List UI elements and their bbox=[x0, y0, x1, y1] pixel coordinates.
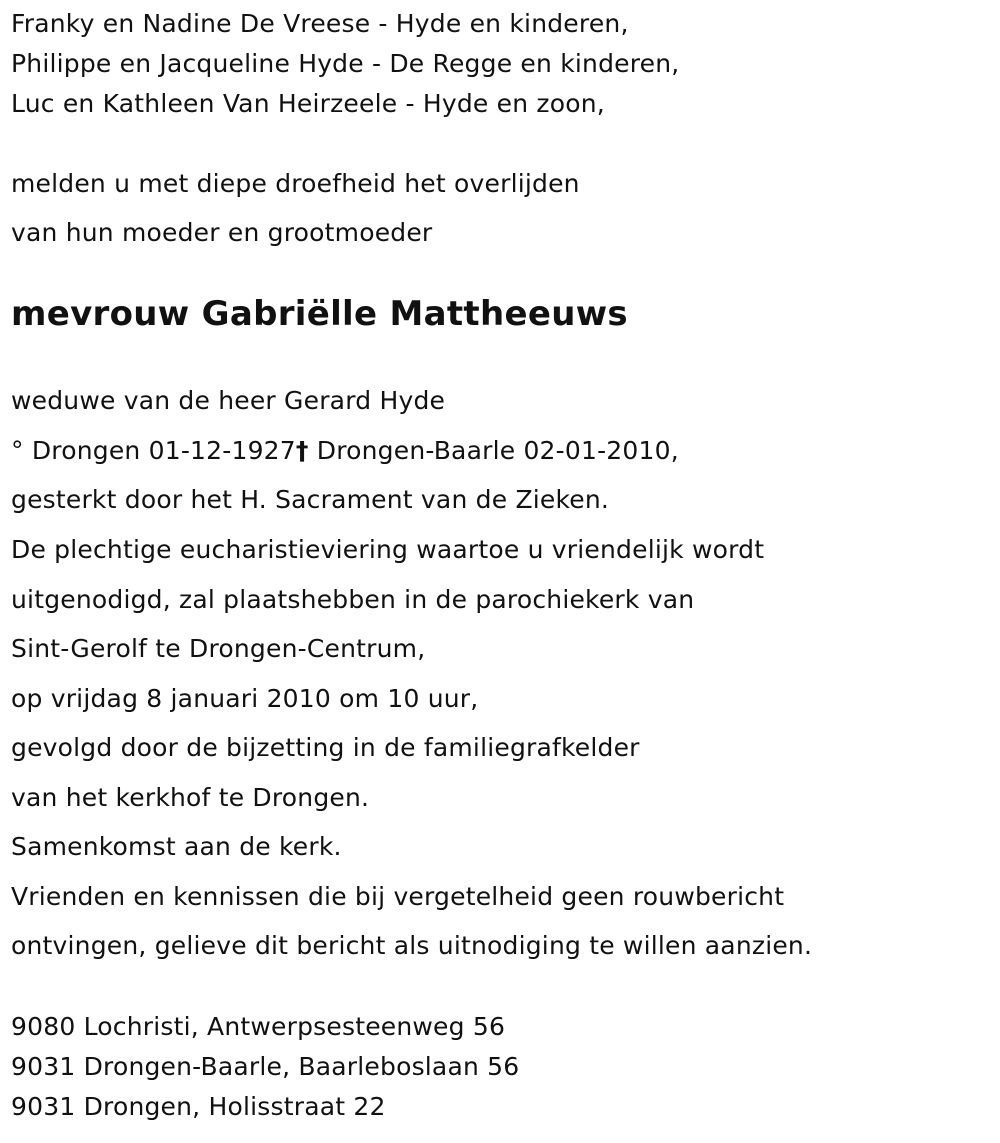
family-line: Luc en Kathleen Van Heirzeele - Hyde en zoon, bbox=[11, 89, 605, 118]
spouse-line: weduwe van de heer Gerard Hyde bbox=[11, 386, 446, 415]
detail-line: van het kerkhof te Drongen. bbox=[11, 783, 370, 812]
cross-symbol: † bbox=[295, 436, 309, 465]
address-line: 9080 Lochristi, Antwerpsesteenweg 56 bbox=[11, 1012, 506, 1041]
announcement-line: van hun moeder en grootmoeder bbox=[11, 218, 433, 247]
birth-info: ° Drongen 01-12-1927 bbox=[11, 436, 296, 465]
detail-line: Samenkomst aan de kerk. bbox=[11, 832, 342, 861]
detail-line: Vrienden en kennissen die bij vergetelheid geen rouwbericht bbox=[11, 882, 785, 911]
detail-line: Sint-Gerolf te Drongen-Centrum, bbox=[11, 634, 426, 663]
address-line: 9031 Drongen-Baarle, Baarleboslaan 56 bbox=[11, 1052, 520, 1081]
dates-line bbox=[11, 436, 679, 465]
deceased-name: mevrouw Gabriëlle Mattheeuws bbox=[11, 294, 628, 334]
detail-line: gesterkt door het H. Sacrament van de Zieken. bbox=[11, 485, 610, 514]
family-line: Philippe en Jacqueline Hyde - De Regge en kinderen, bbox=[11, 49, 680, 78]
announcement-line: melden u met diepe droefheid het overlijden bbox=[11, 169, 580, 198]
address-line: 9031 Drongen, Holisstraat 22 bbox=[11, 1092, 386, 1121]
detail-line: uitgenodigd, zal plaatshebben in de parochiekerk van bbox=[11, 585, 695, 614]
detail-line: op vrijdag 8 januari 2010 om 10 uur, bbox=[11, 684, 479, 713]
detail-line: De plechtige eucharistieviering waartoe u vriendelijk wordt bbox=[11, 535, 765, 564]
detail-line: gevolgd door de bijzetting in de familiegrafkelder bbox=[11, 733, 640, 762]
detail-line: ontvingen, gelieve dit bericht als uitnodiging te willen aanzien. bbox=[11, 931, 813, 960]
family-line: Franky en Nadine De Vreese - Hyde en kinderen, bbox=[11, 9, 629, 38]
death-info: Drongen-Baarle 02-01-2010, bbox=[308, 436, 679, 465]
